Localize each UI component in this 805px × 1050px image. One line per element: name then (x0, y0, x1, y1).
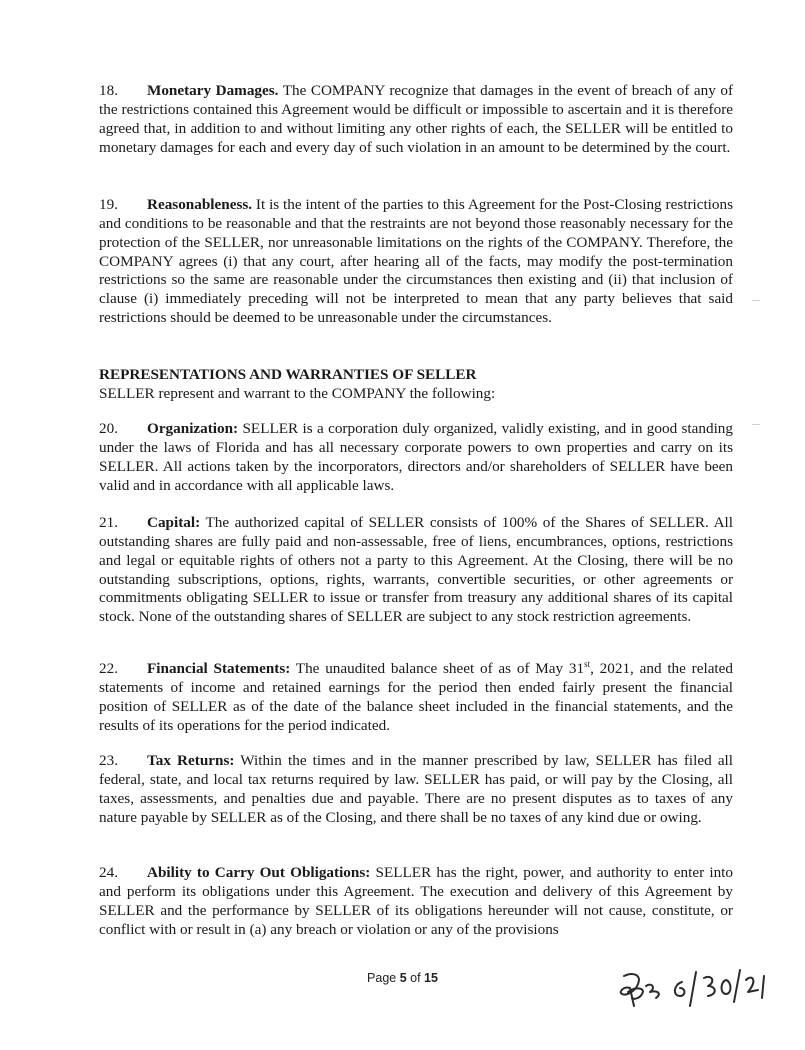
section-body-cont: , 2021, and the related statements of income and retained earnings for the period then ended fairly present the financial position of SELLER as of the date of the balance sheet included in the financial statements, and the results of its operations for the period indicated. (99, 660, 733, 734)
section-body: The unaudited balance sheet of as of May 31 (290, 660, 585, 677)
section-number: 19. (99, 196, 118, 213)
section-22 (99, 660, 733, 735)
handwritten-initials-signature (612, 962, 772, 1012)
page-prefix: Page (367, 971, 400, 985)
section-body: The COMPANY recognize that damages in the event of breach of any of the restrictions contained this Agreement would be difficult or impossible to ascertain and it is therefore agreed that, in addition to and without limiting any other rights of each, the SELLER will be entitled to monetary damages for each and every day of such violation in an amount to be determined by the court. (99, 82, 733, 156)
section-23 (99, 752, 733, 827)
page-number: 5 (399, 971, 407, 985)
section-title: Organization: (147, 420, 239, 437)
section-title: Monetary Damages (147, 82, 275, 99)
scan-mark (752, 424, 760, 425)
page-total: 15 (424, 971, 438, 985)
page-of: of (406, 971, 425, 985)
section-title: Tax Returns: (147, 752, 235, 769)
section-body: The authorized capital of SELLER consists of 100% of the Shares of SELLER. All outstanding shares are fully paid and non-assessable, free of liens, encumbrances, options, restrictions and legal or equitable rights of others not a party to this Agreement. At the Closing, there will be no outstanding subscriptions, options, rights, warrants, convertible securities, or other agreements or commitments obligating SELLER to issue or transfer from treasury any additional shares of its capital stock. None of the outstanding shares of SELLER are subject to any stock restriction agreements. (99, 514, 733, 626)
section-body: Within the times and in the manner prescribed by law, SELLER has filed all federal, state, and local tax returns required by law. SELLER has paid, or will pay by the Closing, all taxes, assessments, and penalties due and payable. There are no present disputes as to taxes of any nature payable by SELLER as of the Closing, and there shall be no taxes of any kind due or owing. (99, 752, 733, 826)
section-body: SELLER is a corporation duly organized, validly existing, and in good standing under the laws of Florida and has all necessary corporate powers to own properties and carry on its SELLER. All actions taken by the incorporators, directors and/or shareholders of SELLER have been valid and in accordance with all applicable laws. (99, 420, 733, 494)
section-20 (99, 420, 733, 495)
section-number: 20. (99, 420, 118, 437)
scan-mark (752, 300, 760, 301)
section-body: SELLER has the right, power, and authority to enter into and perform its obligations under this Agreement. The execution and delivery of this Agreement by SELLER and the performance by SELLER of its obligations hereunder will not cause, constitute, or conflict with or result in (a) any breach or violation or any of the provisions (99, 864, 733, 938)
section-body: It is the intent of the parties to this Agreement for the Post-Closing restrictions and conditions to be reasonable and that the restraints are not beyond those reasonably necessary for the protection of the SELLER, nor unreasonable limitations on the rights of the COMPANY. Therefore, the COMPANY agrees (i) that any court, after hearing all of the facts, may modify the post-termination restrictions so the same are reasonable under the circumstances then existing and (ii) that inclusion of clause (i) immediately preceding will not be interpreted to mean that any party believes that said restrictions should be deemed to be unreasonable under the circumstances. (99, 196, 733, 327)
section-title: Financial Statements: (147, 660, 291, 677)
section-number: 18. (99, 82, 118, 99)
ordinal-suffix: st (584, 658, 591, 669)
section-24 (99, 864, 733, 939)
section-19 (99, 196, 733, 328)
section-number: 24. (99, 864, 118, 881)
title-punctuation: . (248, 196, 253, 213)
rep-heading: REPRESENTATIONS AND WARRANTIES OF SELLER (99, 366, 477, 383)
section-number: 22. (99, 660, 118, 677)
section-21 (99, 514, 733, 627)
section-number: 21. (99, 514, 118, 531)
section-title: Ability to Carry Out Obligations: (147, 864, 371, 881)
section-18 (99, 82, 733, 157)
section-title: Capital: (147, 514, 201, 531)
section-number: 23. (99, 752, 118, 769)
section-title: Reasonableness (147, 196, 249, 213)
title-punctuation: . (274, 82, 279, 99)
rep-intro: SELLER represent and warrant to the COMPANY the following: (99, 385, 496, 402)
